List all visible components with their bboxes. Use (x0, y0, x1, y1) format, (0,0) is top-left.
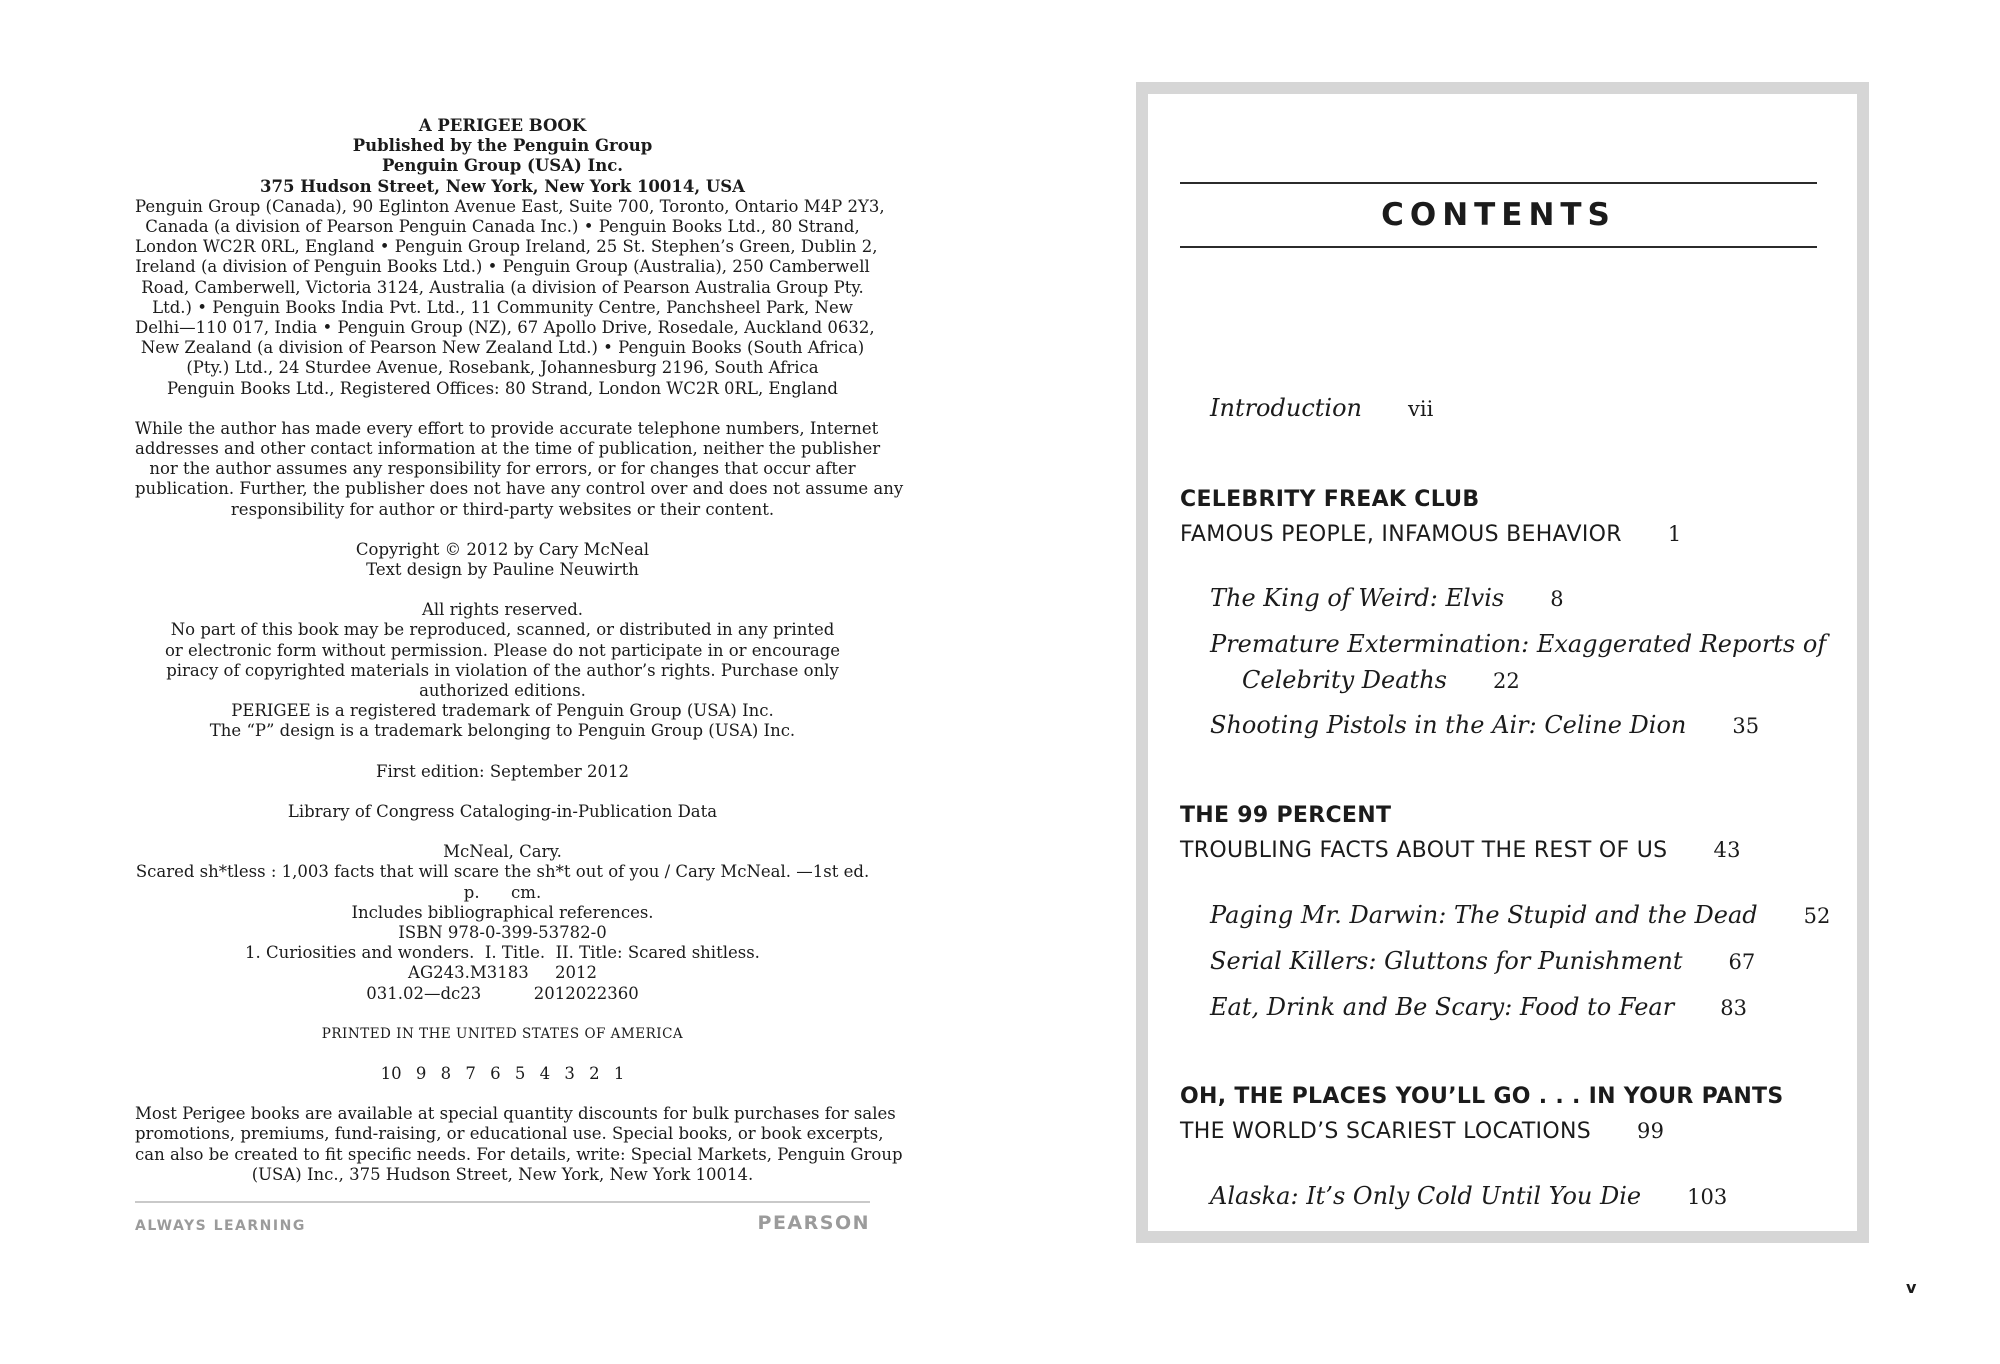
toc-entry[interactable] (1210, 989, 1747, 1026)
design-credit: Text design by Pauline Neuwirth (366, 560, 639, 580)
footer-tagline: ALWAYS LEARNING (135, 1218, 306, 1234)
toc-entry-label: Premature Extermination: Exaggerated Reports of (1210, 630, 1827, 658)
address-line: Ireland (a division of Penguin Books Ltd.) • Penguin Group (Australia), 250 Camberwell (135, 257, 870, 277)
address-line: Road, Camberwell, Victoria 3124, Australia (a division of Pearson Australia Group Pty. (141, 277, 864, 297)
rights-line: piracy of copyrighted materials in violation of the author’s rights. Purchase only (166, 660, 839, 680)
section-title[interactable]: THE 99 PERCENT (1180, 803, 1392, 828)
contents-title: CONTENTS (1381, 197, 1616, 233)
toc-entry-label: Introduction (1210, 394, 1362, 422)
address-line: London WC2R 0RL, England • Penguin Group Ireland, 25 St. Stephen’s Green, Dublin 2, (135, 237, 878, 257)
disclaimer-line: addresses and other contact information at the time of publication, neither the publisher (135, 439, 881, 459)
disclaimer-line: responsibility for author or third-party websites or their content. (230, 499, 775, 519)
cip-line: Includes bibliographical references. (351, 902, 654, 922)
address-line: Delhi—110 017, India • Penguin Group (NZ), 67 Apollo Drive, Rosedale, Auckland 0632, (135, 318, 875, 338)
publisher-block (135, 116, 870, 197)
cip-line: 031.02—dc23 2012022360 (366, 983, 639, 1003)
cip-line: p. cm. (463, 882, 542, 902)
address-line: Ltd.) • Penguin Books India Pvt. Ltd., 11 Community Centre, Panchsheel Park, New (152, 297, 853, 317)
publisher-line: 375 Hudson Street, New York, New York 10014, USA (260, 176, 745, 196)
toc-entry-label: Alaska: It’s Only Cold Until You Die (1210, 1182, 1642, 1210)
disclaimer-block (135, 418, 904, 520)
address-block (135, 196, 885, 399)
toc-entry[interactable] (1210, 1178, 1727, 1215)
toc-page-number: vii (1408, 397, 1434, 421)
section-subtitle-text: FAMOUS PEOPLE, INFAMOUS BEHAVIOR (1180, 522, 1622, 547)
publisher-line: A PERIGEE BOOK (418, 116, 587, 135)
toc-entry-label: Paging Mr. Darwin: The Stupid and the Dead (1210, 901, 1758, 929)
pearson-logo: PEARSON (757, 1212, 870, 1234)
toc-entry[interactable] (1210, 897, 1830, 934)
address-line: Penguin Group (Canada), 90 Eglinton Avenue East, Suite 700, Toronto, Ontario M4P 2Y3, (135, 196, 885, 216)
section-title[interactable]: OH, THE PLACES YOU’LL GO . . . IN YOUR PANTS (1180, 1084, 1784, 1109)
disclaimer-line: While the author has made every effort to provide accurate telephone numbers, Internet (135, 418, 879, 438)
toc-page-number: 99 (1636, 1119, 1665, 1143)
toc-page-number: 83 (1720, 996, 1747, 1020)
address-line: Penguin Books Ltd., Registered Offices: 80 Strand, London WC2R 0RL, England (167, 378, 838, 398)
toc-entry-label: Serial Killers: Gluttons for Punishment (1210, 947, 1683, 975)
cip-line: Scared sh*tless : 1,003 facts that will scare the sh*t out of you / Cary McNeal. —1st ed. (135, 862, 870, 882)
toc-entry-introduction[interactable] (1210, 390, 1433, 427)
special-sales-block (135, 1104, 903, 1185)
rights-line: authorized editions. (419, 681, 586, 701)
copyright-notice: Copyright © 2012 by Cary McNeal (355, 539, 650, 559)
publisher-line: Penguin Group (USA) Inc. (381, 156, 624, 176)
cip-line: McNeal, Cary. (443, 842, 562, 862)
rights-line: PERIGEE is a registered trademark of Penguin Group (USA) Inc. (231, 701, 774, 721)
toc-entry[interactable] (1210, 626, 1826, 699)
rights-line: The “P” design is a trademark belonging to Penguin Group (USA) Inc. (209, 721, 796, 741)
copyright-page (135, 116, 904, 1185)
cip-line: AG243.M3183 2012 (408, 963, 597, 983)
footer-divider (135, 1201, 870, 1203)
section-title[interactable]: CELEBRITY FREAK CLUB (1180, 487, 1480, 512)
toc-page-number: 35 (1732, 714, 1760, 738)
cip-block (135, 842, 870, 1004)
section-subtitle (1180, 522, 1682, 547)
disclaimer-line: nor the author assumes any responsibility for errors, or for changes that occur after (149, 459, 856, 479)
toc-page-number: 67 (1728, 950, 1756, 974)
section-subtitle (1180, 838, 1741, 863)
rights-line: or electronic form without permission. Please do not participate in or encourage (164, 640, 841, 660)
special-sales-line: (USA) Inc., 375 Hudson Street, New York, New York 10014. (251, 1164, 754, 1184)
toc-page-number: 22 (1492, 669, 1520, 693)
special-sales-line: can also be created to fit specific needs. For details, write: Special Markets, Penguin Group (135, 1144, 903, 1164)
cip-line: 1. Curiosities and wonders. I. Title. II. Title: Scared shitless. (245, 943, 760, 963)
section-subtitle-text: TROUBLING FACTS ABOUT THE REST OF US (1180, 838, 1668, 863)
toc-entry[interactable] (1210, 707, 1759, 744)
rights-line: No part of this book may be reproduced, scanned, or distributed in any printed (170, 620, 835, 640)
toc-page-number: 52 (1803, 904, 1831, 928)
toc-entry-label: Eat, Drink and Be Scary: Food to Fear (1210, 993, 1675, 1021)
print-line: 10 9 8 7 6 5 4 3 2 1 (380, 1063, 625, 1083)
toc-page-number: 103 (1687, 1185, 1728, 1209)
cip-heading: Library of Congress Cataloging-in-Publication Data (287, 801, 718, 821)
address-line: (Pty.) Ltd., 24 Sturdee Avenue, Rosebank, Johannesburg 2196, South Africa (186, 358, 819, 378)
toc-page-number: 1 (1667, 522, 1682, 546)
cip-line: ISBN 978-0-399-53782-0 (398, 922, 607, 942)
toc-entry-label: Shooting Pistols in the Air: Celine Dion (1210, 711, 1687, 739)
toc-page-number: 8 (1550, 587, 1564, 611)
rights-block (135, 600, 870, 741)
special-sales-line: promotions, premiums, fund-raising, or educational use. Special books, or book excerpts, (135, 1124, 884, 1144)
first-edition: First edition: September 2012 (376, 761, 629, 781)
rights-line: All rights reserved. (421, 600, 584, 620)
toc-entry-label-cont: Celebrity Deaths (1242, 666, 1447, 694)
title-rule-bottom (1180, 246, 1817, 248)
toc-entry[interactable] (1210, 943, 1755, 980)
toc-entry-continuation (1210, 662, 1826, 699)
address-line: Canada (a division of Pearson Penguin Canada Inc.) • Penguin Books Ltd., 80 Strand, (145, 217, 860, 237)
title-rule-top (1180, 182, 1817, 184)
section-subtitle (1180, 1119, 1664, 1144)
toc-page-number: 43 (1713, 838, 1741, 862)
publisher-line: Published by the Penguin Group (352, 136, 653, 156)
disclaimer-line: publication. Further, the publisher does not have any control over and does not assume any (135, 479, 904, 499)
special-sales-line: Most Perigee books are available at special quantity discounts for bulk purchases for sales (135, 1104, 896, 1124)
toc-entry[interactable] (1210, 580, 1564, 617)
page-folio: v (1906, 1278, 1917, 1297)
credits-block (135, 540, 870, 580)
printed-in: PRINTED IN THE UNITED STATES OF AMERICA (321, 1025, 684, 1042)
toc-entry-label: The King of Weird: Elvis (1210, 584, 1505, 612)
address-line: New Zealand (a division of Pearson New Zealand Ltd.) • Penguin Books (South Africa) (140, 338, 865, 358)
section-subtitle-text: THE WORLD’S SCARIEST LOCATIONS (1180, 1119, 1591, 1144)
